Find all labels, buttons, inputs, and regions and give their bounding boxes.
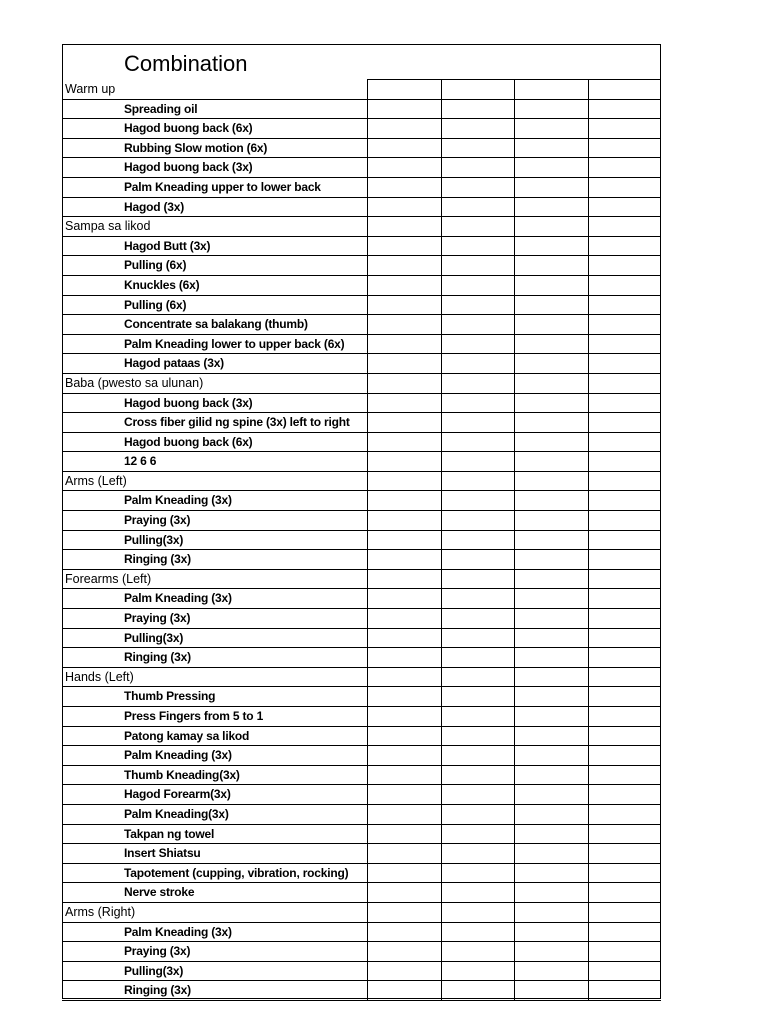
check-cell-4[interactable] xyxy=(588,629,662,648)
check-cell-3[interactable] xyxy=(514,413,588,432)
check-cell-1[interactable] xyxy=(367,550,441,569)
checklist-rows xyxy=(62,80,661,1001)
check-cell-3[interactable] xyxy=(514,942,588,961)
check-cell-4[interactable] xyxy=(588,962,662,981)
check-cell-3[interactable] xyxy=(514,687,588,706)
section-row xyxy=(62,570,661,590)
section-label: Hands (Left) xyxy=(65,669,134,684)
step-label: Knuckles (6x) xyxy=(124,277,200,292)
check-cell-2[interactable] xyxy=(441,433,515,452)
step-label: Pulling (6x) xyxy=(124,258,187,273)
check-cell-2[interactable] xyxy=(441,491,515,510)
check-cell-1[interactable] xyxy=(367,315,441,334)
check-cell-4[interactable] xyxy=(588,609,662,628)
section-row xyxy=(62,903,661,923)
check-cell-2[interactable] xyxy=(441,687,515,706)
check-cell-4[interactable] xyxy=(588,80,662,99)
check-cell-1[interactable] xyxy=(367,452,441,471)
check-cell-4[interactable] xyxy=(588,433,662,452)
check-cell-4[interactable] xyxy=(588,237,662,256)
step-label: Takpan ng towel xyxy=(124,826,215,841)
check-cell-4[interactable] xyxy=(588,394,662,413)
step-row xyxy=(62,785,661,805)
check-cell-2[interactable] xyxy=(441,942,515,961)
check-cell-3[interactable] xyxy=(514,119,588,138)
check-cell-4[interactable] xyxy=(588,903,662,922)
step-label: Ringing (3x) xyxy=(124,650,191,665)
check-cell-3[interactable] xyxy=(514,589,588,608)
check-cell-1[interactable] xyxy=(367,570,441,589)
check-cell-3[interactable] xyxy=(514,511,588,530)
check-cell-1[interactable] xyxy=(367,158,441,177)
check-cell-2[interactable] xyxy=(441,256,515,275)
check-cell-1[interactable] xyxy=(367,903,441,922)
check-cell-2[interactable] xyxy=(441,805,515,824)
check-cell-2[interactable] xyxy=(441,217,515,236)
check-cell-4[interactable] xyxy=(588,805,662,824)
check-cell-4[interactable] xyxy=(588,648,662,667)
check-cell-2[interactable] xyxy=(441,394,515,413)
check-cell-4[interactable] xyxy=(588,276,662,295)
step-label: Palm Kneading (3x) xyxy=(124,748,232,763)
check-cell-1[interactable] xyxy=(367,511,441,530)
check-cell-2[interactable] xyxy=(441,609,515,628)
check-cell-3[interactable] xyxy=(514,178,588,197)
check-cell-3[interactable] xyxy=(514,158,588,177)
check-cell-1[interactable] xyxy=(367,942,441,961)
check-cell-2[interactable] xyxy=(441,962,515,981)
check-cell-2[interactable] xyxy=(441,354,515,373)
check-cell-1[interactable] xyxy=(367,589,441,608)
step-row xyxy=(62,629,661,649)
check-cell-1[interactable] xyxy=(367,276,441,295)
step-label: Hagod buong back (6x) xyxy=(124,434,253,449)
check-cell-3[interactable] xyxy=(514,139,588,158)
check-cell-1[interactable] xyxy=(367,100,441,119)
check-cell-1[interactable] xyxy=(367,609,441,628)
check-cell-1[interactable] xyxy=(367,864,441,883)
step-row xyxy=(62,491,661,511)
check-cell-2[interactable] xyxy=(441,727,515,746)
section-row xyxy=(62,374,661,394)
step-label: 12 6 6 xyxy=(124,454,157,469)
check-cell-3[interactable] xyxy=(514,785,588,804)
step-label: Concentrate sa balakang (thumb) xyxy=(124,317,308,332)
step-row xyxy=(62,433,661,453)
check-cell-3[interactable] xyxy=(514,825,588,844)
check-cell-2[interactable] xyxy=(441,629,515,648)
check-cell-1[interactable] xyxy=(367,668,441,687)
step-label: Insert Shiatsu xyxy=(124,846,201,861)
check-cell-3[interactable] xyxy=(514,80,588,99)
check-cell-4[interactable] xyxy=(588,531,662,550)
step-row xyxy=(62,942,661,962)
check-cell-3[interactable] xyxy=(514,472,588,491)
step-label: Thumb Pressing xyxy=(124,689,216,704)
step-row xyxy=(62,609,661,629)
check-cell-3[interactable] xyxy=(514,903,588,922)
step-row xyxy=(62,452,661,472)
check-cell-2[interactable] xyxy=(441,531,515,550)
step-row xyxy=(62,256,661,276)
check-cell-2[interactable] xyxy=(441,785,515,804)
step-label: Hagod buong back (3x) xyxy=(124,160,253,175)
check-cell-1[interactable] xyxy=(367,296,441,315)
step-label: Spreading oil xyxy=(124,101,198,116)
check-cell-4[interactable] xyxy=(588,589,662,608)
step-row xyxy=(62,550,661,570)
check-cell-2[interactable] xyxy=(441,668,515,687)
step-row xyxy=(62,589,661,609)
check-cell-4[interactable] xyxy=(588,981,662,1000)
step-label: Hagod (3x) xyxy=(124,199,185,214)
step-label: Palm Kneading (3x) xyxy=(124,493,232,508)
check-cell-3[interactable] xyxy=(514,981,588,1000)
step-label: Praying (3x) xyxy=(124,513,191,528)
check-cell-4[interactable] xyxy=(588,139,662,158)
step-label: Palm Kneading (3x) xyxy=(124,591,232,606)
check-cell-4[interactable] xyxy=(588,550,662,569)
check-cell-3[interactable] xyxy=(514,805,588,824)
check-cell-3[interactable] xyxy=(514,315,588,334)
step-label: Ringing (3x) xyxy=(124,983,191,998)
check-cell-4[interactable] xyxy=(588,217,662,236)
step-row xyxy=(62,648,661,668)
check-cell-2[interactable] xyxy=(441,198,515,217)
step-row xyxy=(62,844,661,864)
check-cell-2[interactable] xyxy=(441,883,515,902)
step-row xyxy=(62,511,661,531)
check-cell-4[interactable] xyxy=(588,511,662,530)
check-cell-3[interactable] xyxy=(514,550,588,569)
check-cell-1[interactable] xyxy=(367,785,441,804)
check-cell-1[interactable] xyxy=(367,178,441,197)
check-cell-4[interactable] xyxy=(588,491,662,510)
check-cell-2[interactable] xyxy=(441,981,515,1000)
check-cell-3[interactable] xyxy=(514,668,588,687)
check-cell-3[interactable] xyxy=(514,256,588,275)
section-row xyxy=(62,668,661,688)
check-cell-3[interactable] xyxy=(514,217,588,236)
check-cell-3[interactable] xyxy=(514,452,588,471)
check-cell-2[interactable] xyxy=(441,550,515,569)
step-row xyxy=(62,119,661,139)
check-cell-3[interactable] xyxy=(514,629,588,648)
check-cell-2[interactable] xyxy=(441,374,515,393)
check-cell-2[interactable] xyxy=(441,80,515,99)
check-cell-1[interactable] xyxy=(367,766,441,785)
check-cell-4[interactable] xyxy=(588,158,662,177)
step-row xyxy=(62,354,661,374)
check-cell-1[interactable] xyxy=(367,629,441,648)
step-row xyxy=(62,864,661,884)
check-cell-3[interactable] xyxy=(514,531,588,550)
check-cell-2[interactable] xyxy=(441,158,515,177)
check-cell-1[interactable] xyxy=(367,354,441,373)
check-cell-3[interactable] xyxy=(514,570,588,589)
check-cell-4[interactable] xyxy=(588,883,662,902)
step-label: Thumb Kneading(3x) xyxy=(124,767,240,782)
check-cell-2[interactable] xyxy=(441,237,515,256)
step-label: Palm Kneading(3x) xyxy=(124,806,229,821)
check-cell-4[interactable] xyxy=(588,923,662,942)
step-label: Ringing (3x) xyxy=(124,552,191,567)
check-cell-1[interactable] xyxy=(367,981,441,1000)
check-cell-3[interactable] xyxy=(514,354,588,373)
step-row xyxy=(62,746,661,766)
step-label: Hagod buong back (3x) xyxy=(124,395,253,410)
check-cell-1[interactable] xyxy=(367,825,441,844)
check-cell-1[interactable] xyxy=(367,374,441,393)
check-cell-2[interactable] xyxy=(441,452,515,471)
check-cell-3[interactable] xyxy=(514,374,588,393)
step-row xyxy=(62,805,661,825)
check-cell-1[interactable] xyxy=(367,256,441,275)
check-cell-3[interactable] xyxy=(514,276,588,295)
step-row xyxy=(62,198,661,218)
check-cell-1[interactable] xyxy=(367,119,441,138)
check-cell-1[interactable] xyxy=(367,433,441,452)
step-label: Pulling(3x) xyxy=(124,963,184,978)
section-label: Baba (pwesto sa ulunan) xyxy=(65,375,204,390)
check-cell-4[interactable] xyxy=(588,844,662,863)
step-row xyxy=(62,296,661,316)
step-row xyxy=(62,883,661,903)
check-cell-4[interactable] xyxy=(588,785,662,804)
check-cell-1[interactable] xyxy=(367,198,441,217)
check-cell-2[interactable] xyxy=(441,923,515,942)
check-cell-2[interactable] xyxy=(441,139,515,158)
step-label: Pulling(3x) xyxy=(124,532,184,547)
page-title: Combination xyxy=(124,51,248,76)
check-cell-3[interactable] xyxy=(514,883,588,902)
check-cell-3[interactable] xyxy=(514,746,588,765)
step-row xyxy=(62,687,661,707)
check-cell-1[interactable] xyxy=(367,883,441,902)
check-cell-4[interactable] xyxy=(588,374,662,393)
check-cell-3[interactable] xyxy=(514,609,588,628)
step-row xyxy=(62,158,661,178)
check-cell-4[interactable] xyxy=(588,256,662,275)
check-cell-3[interactable] xyxy=(514,433,588,452)
section-label: Sampa sa likod xyxy=(65,219,151,234)
check-cell-2[interactable] xyxy=(441,413,515,432)
check-cell-3[interactable] xyxy=(514,923,588,942)
check-cell-4[interactable] xyxy=(588,198,662,217)
check-cell-4[interactable] xyxy=(588,570,662,589)
section-label: Warm up xyxy=(65,82,116,96)
step-row xyxy=(62,962,661,982)
step-row xyxy=(62,531,661,551)
check-cell-3[interactable] xyxy=(514,237,588,256)
section-label: Forearms (Left) xyxy=(65,571,152,586)
step-label: Pulling (6x) xyxy=(124,297,187,312)
check-cell-2[interactable] xyxy=(441,511,515,530)
step-row xyxy=(62,394,661,414)
check-cell-3[interactable] xyxy=(514,100,588,119)
check-cell-3[interactable] xyxy=(514,648,588,667)
step-label: Palm Kneading (3x) xyxy=(124,924,232,939)
check-cell-4[interactable] xyxy=(588,452,662,471)
check-cell-2[interactable] xyxy=(441,864,515,883)
step-label: Praying (3x) xyxy=(124,944,191,959)
step-row xyxy=(62,413,661,433)
check-cell-1[interactable] xyxy=(367,962,441,981)
step-label: Praying (3x) xyxy=(124,611,191,626)
check-cell-1[interactable] xyxy=(367,217,441,236)
check-cell-1[interactable] xyxy=(367,237,441,256)
step-label: Hagod Forearm(3x) xyxy=(124,787,231,802)
check-cell-4[interactable] xyxy=(588,727,662,746)
section-label: Arms (Left) xyxy=(65,473,127,488)
check-cell-3[interactable] xyxy=(514,864,588,883)
check-cell-4[interactable] xyxy=(588,864,662,883)
check-cell-4[interactable] xyxy=(588,315,662,334)
step-row xyxy=(62,178,661,198)
check-cell-2[interactable] xyxy=(441,825,515,844)
check-cell-1[interactable] xyxy=(367,746,441,765)
step-row xyxy=(62,139,661,159)
check-cell-4[interactable] xyxy=(588,766,662,785)
check-cell-2[interactable] xyxy=(441,903,515,922)
check-cell-2[interactable] xyxy=(441,335,515,354)
check-cell-1[interactable] xyxy=(367,413,441,432)
step-label: Patong kamay sa likod xyxy=(124,728,250,743)
step-row xyxy=(62,276,661,296)
step-row xyxy=(62,825,661,845)
check-cell-4[interactable] xyxy=(588,100,662,119)
check-cell-4[interactable] xyxy=(588,354,662,373)
check-cell-2[interactable] xyxy=(441,276,515,295)
check-cell-4[interactable] xyxy=(588,707,662,726)
check-cell-3[interactable] xyxy=(514,707,588,726)
check-cell-1[interactable] xyxy=(367,80,441,99)
step-row xyxy=(62,315,661,335)
check-cell-3[interactable] xyxy=(514,844,588,863)
check-cell-2[interactable] xyxy=(441,119,515,138)
check-cell-3[interactable] xyxy=(514,727,588,746)
section-label: Arms (Right) xyxy=(65,904,136,919)
check-cell-2[interactable] xyxy=(441,766,515,785)
check-cell-1[interactable] xyxy=(367,491,441,510)
check-cell-1[interactable] xyxy=(367,648,441,667)
check-cell-3[interactable] xyxy=(514,766,588,785)
step-row xyxy=(62,237,661,257)
step-label: Tapotement (cupping, vibration, rocking) xyxy=(124,865,349,880)
section-row xyxy=(62,80,661,100)
step-label: Press Fingers from 5 to 1 xyxy=(124,709,264,723)
step-row xyxy=(62,766,661,786)
check-cell-3[interactable] xyxy=(514,198,588,217)
check-cell-4[interactable] xyxy=(588,296,662,315)
check-cell-1[interactable] xyxy=(367,707,441,726)
check-cell-2[interactable] xyxy=(441,570,515,589)
check-cell-3[interactable] xyxy=(514,962,588,981)
check-cell-4[interactable] xyxy=(588,119,662,138)
check-cell-4[interactable] xyxy=(588,942,662,961)
step-row xyxy=(62,727,661,747)
step-label: Hagod buong back (6x) xyxy=(124,121,253,136)
check-cell-1[interactable] xyxy=(367,687,441,706)
check-cell-1[interactable] xyxy=(367,805,441,824)
check-cell-2[interactable] xyxy=(441,746,515,765)
step-label: Pulling(3x) xyxy=(124,630,184,645)
check-cell-2[interactable] xyxy=(441,707,515,726)
check-cell-1[interactable] xyxy=(367,923,441,942)
check-cell-4[interactable] xyxy=(588,472,662,491)
check-cell-3[interactable] xyxy=(514,394,588,413)
check-cell-1[interactable] xyxy=(367,472,441,491)
step-row xyxy=(62,981,661,1001)
check-cell-1[interactable] xyxy=(367,844,441,863)
step-label: Palm Kneading upper to lower back xyxy=(124,179,321,194)
check-cell-3[interactable] xyxy=(514,296,588,315)
step-row xyxy=(62,707,661,727)
check-cell-2[interactable] xyxy=(441,472,515,491)
check-cell-2[interactable] xyxy=(441,178,515,197)
step-label: Nerve stroke xyxy=(124,885,195,900)
check-cell-2[interactable] xyxy=(441,844,515,863)
section-row xyxy=(62,217,661,237)
check-cell-1[interactable] xyxy=(367,727,441,746)
check-cell-4[interactable] xyxy=(588,335,662,354)
check-cell-4[interactable] xyxy=(588,825,662,844)
check-cell-3[interactable] xyxy=(514,335,588,354)
check-cell-4[interactable] xyxy=(588,413,662,432)
section-row xyxy=(62,472,661,492)
check-cell-2[interactable] xyxy=(441,589,515,608)
step-row xyxy=(62,100,661,120)
check-cell-2[interactable] xyxy=(441,296,515,315)
check-cell-2[interactable] xyxy=(441,100,515,119)
check-cell-4[interactable] xyxy=(588,687,662,706)
step-row xyxy=(62,923,661,943)
check-cell-3[interactable] xyxy=(514,491,588,510)
step-label: Rubbing Slow motion (6x) xyxy=(124,140,268,155)
check-cell-1[interactable] xyxy=(367,531,441,550)
check-cell-4[interactable] xyxy=(588,668,662,687)
check-cell-4[interactable] xyxy=(588,746,662,765)
check-cell-1[interactable] xyxy=(367,139,441,158)
step-label: Palm Kneading lower to upper back (6x) xyxy=(124,336,345,351)
step-label: Cross fiber gilid ng spine (3x) left to right xyxy=(124,415,350,430)
step-label: Hagod Butt (3x) xyxy=(124,238,211,253)
check-cell-4[interactable] xyxy=(588,178,662,197)
check-cell-2[interactable] xyxy=(441,315,515,334)
step-row xyxy=(62,335,661,355)
check-cell-1[interactable] xyxy=(367,394,441,413)
check-cell-2[interactable] xyxy=(441,648,515,667)
check-cell-1[interactable] xyxy=(367,335,441,354)
step-label: Hagod pataas (3x) xyxy=(124,356,224,371)
